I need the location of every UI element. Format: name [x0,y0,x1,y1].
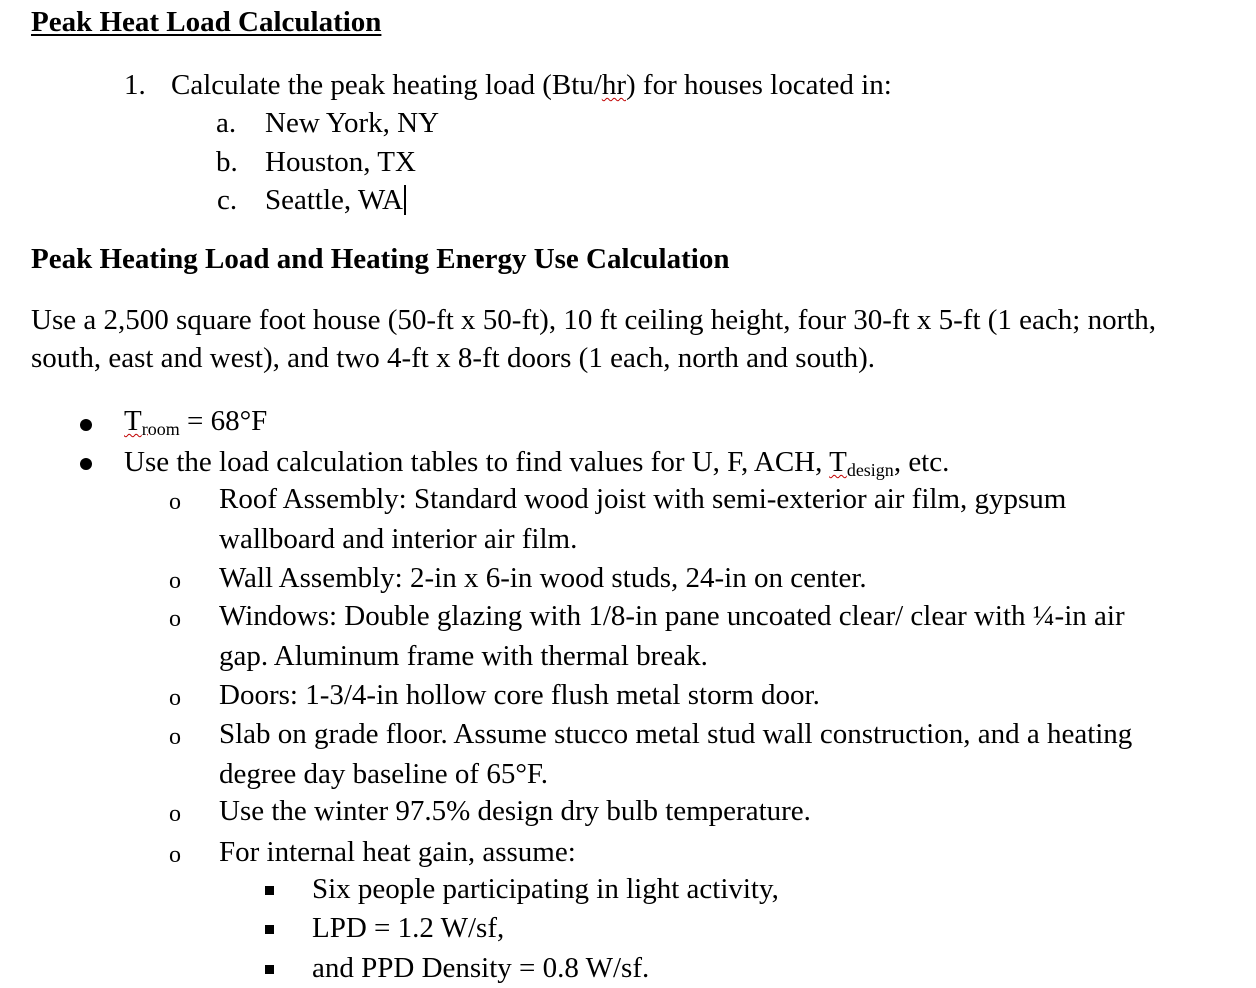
internal-gain-line: For internal heat gain, assume: [219,836,576,868]
heading-peak-heat-load: Peak Heat Load Calculation [31,6,382,38]
city-item-seattle-text: Seattle, WA [265,184,403,216]
square-bullet [265,965,274,974]
city-item-houston: Houston, TX [265,146,416,178]
lpd-line: LPD = 1.2 W/sf, [312,912,505,944]
windows-line-2: gap. Aluminum frame with thermal break. [219,640,708,672]
hollow-bullet: o [169,489,181,515]
city-item-label-a: a. [216,107,237,139]
troom-line [124,405,267,440]
tdesign-symbol: $T_{design}$ [829,446,894,480]
slab-line-2: degree day baseline of 65°F. [219,758,548,790]
question-text-before: Calculate the peak heating load (Btu/ [171,69,602,101]
bullet-dot [80,419,92,431]
city-item-seattle [265,184,406,217]
hollow-bullet: o [169,568,181,594]
hollow-bullet: o [169,842,181,868]
roof-assembly-line-2: wallboard and interior air film. [219,523,578,555]
city-item-label-c: c. [217,184,238,216]
doors-line: Doors: 1-3/4-in hollow core flush metal storm door. [219,679,820,711]
hollow-bullet: o [169,685,181,711]
question-number: 1. [124,69,146,101]
troom-value: = 68°F [186,405,268,437]
wall-assembly-line: Wall Assembly: 2-in x 6-in wood studs, 24-in on center. [219,562,867,594]
paragraph-line-2: south, east and west), and two 4-ft x 8-ft doors (1 each, north and south). [31,342,876,374]
question-text-after: ) for houses located in: [626,69,892,101]
ppd-line: and PPD Density = 0.8 W/sf. [312,952,650,984]
slab-line-1: Slab on grade floor. Assume stucco metal stud wall construction, and a heating [219,718,1133,750]
city-item-new-york: New York, NY [265,107,440,139]
square-bullet [265,925,274,934]
hollow-bullet: o [169,724,181,750]
question-text-hr: hr [601,69,626,101]
people-line: Six people participating in light activity, [312,873,779,905]
windows-line-1: Windows: Double glazing with 1/8-in pane uncoated clear/ clear with ¼-in air [219,600,1125,632]
roof-assembly-line-1: Roof Assembly: Standard wood joist with semi-exterior air film, gypsum [219,483,1067,515]
bullet-dot [80,458,92,470]
heading-peak-heating-energy: Peak Heating Load and Heating Energy Use Calculation [31,243,730,275]
design-temp-line: Use the winter 97.5% design dry bulb temperature. [219,795,811,827]
hollow-bullet: o [169,606,181,632]
hollow-bullet: o [169,801,181,827]
tables-line: Use the load calculation tables to find values for U, F, ACH, $T_{design}$, etc. [124,446,950,480]
city-item-label-b: b. [216,146,238,178]
square-bullet [265,886,274,895]
paragraph-line-1: Use a 2,500 square foot house (50-ft x 50-ft), 10 ft ceiling height, four 30-ft x 5-ft (1 each; north, [31,304,1157,336]
question-text [171,69,892,102]
troom-symbol: $T_{room}$ [124,405,180,439]
text-cursor[interactable] [404,185,406,215]
